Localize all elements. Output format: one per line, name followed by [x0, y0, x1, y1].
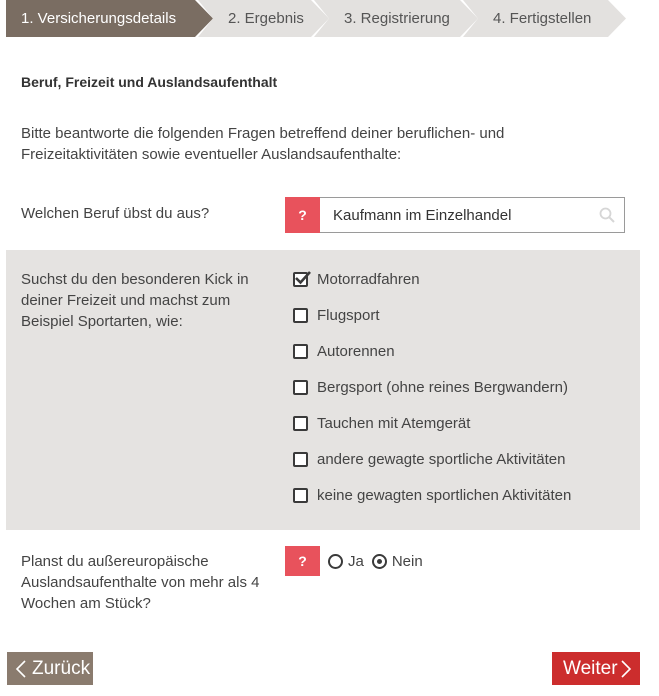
checkbox-label: Tauchen mit Atemgerät — [317, 415, 471, 432]
radio-nein[interactable] — [372, 553, 423, 570]
checkbox-label: keine gewagten sportlichen Aktivitäten — [317, 487, 572, 504]
checkbox-label: Bergsport (ohne reines Bergwandern) — [317, 379, 568, 396]
checkbox-unchecked[interactable] — [293, 380, 308, 395]
back-button[interactable] — [7, 652, 93, 685]
leisure-question: Suchst du den besonderen Kick in deiner Freizeit und machst zum Beispiel Sportarten, wie: — [21, 271, 249, 330]
checkbox-unchecked[interactable] — [293, 308, 308, 323]
checkbox-tauchen[interactable] — [293, 413, 571, 449]
next-label: Weiter — [563, 658, 618, 679]
back-label: Zurück — [32, 658, 91, 679]
step-label: 1. Versicherungsdetails — [21, 10, 177, 27]
radio-button[interactable] — [328, 554, 343, 569]
occupation-help-button[interactable]: ? — [285, 197, 320, 233]
progress-stepper — [6, 0, 620, 37]
checkbox-label: andere gewagte sportliche Aktivitäten — [317, 451, 566, 468]
chevron-right-icon — [620, 660, 632, 678]
checkbox-bergsport[interactable] — [293, 377, 571, 413]
radio-ja[interactable] — [328, 553, 364, 570]
chevron-left-icon — [15, 660, 27, 678]
next-button[interactable] — [552, 652, 640, 685]
checkbox-unchecked[interactable] — [293, 488, 308, 503]
occupation-input[interactable] — [320, 198, 590, 232]
radio-button-selected[interactable] — [372, 554, 387, 569]
checkbox-unchecked[interactable] — [293, 344, 308, 359]
abroad-question: Planst du außereuropäische Auslandsaufenthalte von mehr als 4 Wochen am Stück? — [21, 553, 260, 612]
checkmark-icon — [294, 270, 312, 286]
checkbox-unchecked[interactable] — [293, 452, 308, 467]
checkbox-label: Motorradfahren — [317, 271, 420, 288]
occupation-field — [320, 197, 625, 233]
checkbox-unchecked[interactable] — [293, 416, 308, 431]
leisure-panel — [6, 250, 640, 530]
intro-text: Bitte beantworte die folgenden Fragen betreffend deiner beruflichen- und Freizeitaktivitäten sowie eventueller Auslandsaufenthalte: — [21, 125, 505, 163]
abroad-help-button[interactable]: ? — [285, 546, 320, 576]
occupation-question: Welchen Beruf übst du aus? — [21, 205, 210, 222]
checkbox-motorradfahren[interactable] — [293, 269, 571, 305]
step-label: 2. Ergebnis — [228, 10, 304, 27]
step-label: 4. Fertigstellen — [493, 10, 592, 27]
checkbox-keine-aktivitaeten[interactable] — [293, 485, 571, 521]
radio-label: Nein — [391, 553, 423, 570]
checkbox-flugsport[interactable] — [293, 305, 571, 341]
checkbox-label: Autorennen — [317, 343, 395, 360]
search-icon[interactable] — [598, 206, 616, 224]
checkbox-checked[interactable] — [293, 272, 308, 287]
leisure-checkbox-list — [293, 269, 571, 521]
step-fertigstellen[interactable] — [463, 0, 626, 37]
step-ergebnis[interactable] — [198, 0, 329, 37]
step-registrierung[interactable] — [314, 0, 478, 37]
checkbox-label: Flugsport — [317, 307, 380, 324]
section-title: Beruf, Freizeit und Auslandsaufenthalt — [21, 74, 278, 90]
checkbox-autorennen[interactable] — [293, 341, 571, 377]
radio-label: Ja — [348, 553, 364, 570]
step-label: 3. Registrierung — [344, 10, 450, 27]
abroad-radio-group — [328, 553, 431, 570]
step-versicherungsdetails[interactable] — [6, 0, 213, 37]
checkbox-andere-aktivitaeten[interactable] — [293, 449, 571, 485]
